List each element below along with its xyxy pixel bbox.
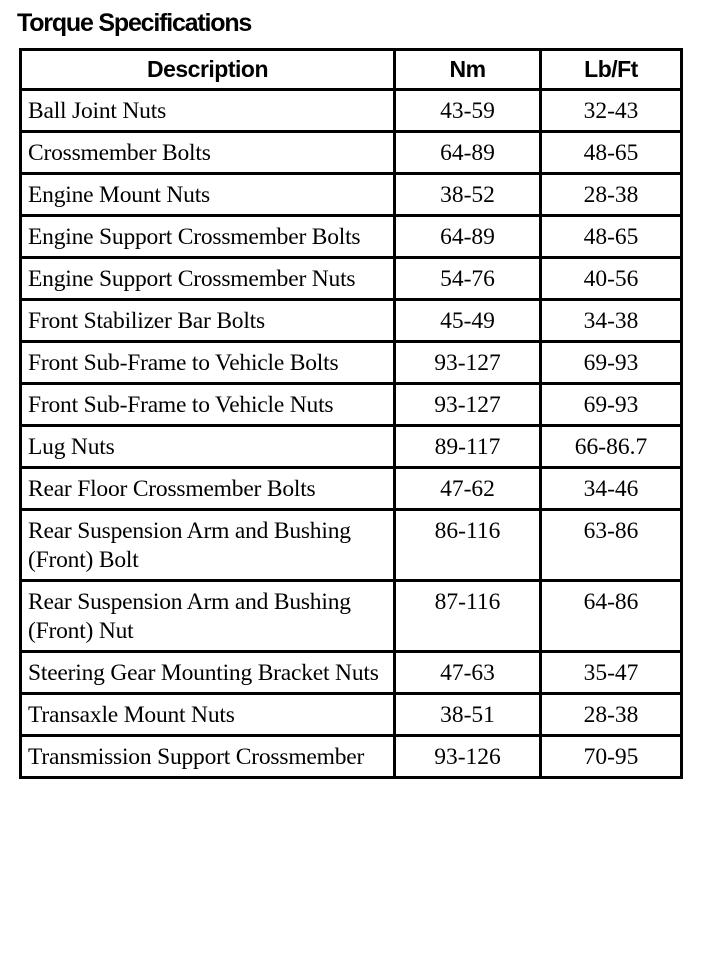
row-nm: 93-127: [395, 342, 541, 384]
header-nm: Nm: [395, 50, 541, 90]
table-row: [21, 342, 682, 384]
row-lbft: 28-38: [541, 174, 682, 216]
table-row: [21, 90, 682, 132]
row-nm: 38-51: [395, 694, 541, 736]
table-row: [21, 510, 682, 581]
row-description: Lug Nuts: [21, 426, 395, 468]
row-nm: 86-116: [395, 510, 541, 581]
table-row: [21, 132, 682, 174]
row-nm: 45-49: [395, 300, 541, 342]
row-lbft: 64-86: [541, 581, 682, 652]
row-lbft: 69-93: [541, 342, 682, 384]
row-nm: 38-52: [395, 174, 541, 216]
table-row: [21, 174, 682, 216]
row-lbft: 66-86.7: [541, 426, 682, 468]
table-row: [21, 300, 682, 342]
row-lbft: 70-95: [541, 736, 682, 778]
row-description: Steering Gear Mounting Bracket Nuts: [21, 652, 395, 694]
table-row: [21, 468, 682, 510]
row-description: Front Stabilizer Bar Bolts: [21, 300, 395, 342]
header-description: Description: [21, 50, 395, 90]
row-description: Engine Support Crossmember Bolts: [21, 216, 395, 258]
row-lbft: 34-46: [541, 468, 682, 510]
table-row: [21, 384, 682, 426]
row-nm: 64-89: [395, 132, 541, 174]
row-lbft: 34-38: [541, 300, 682, 342]
row-lbft: 28-38: [541, 694, 682, 736]
row-lbft: 48-65: [541, 132, 682, 174]
table-row: [21, 216, 682, 258]
table-row: [21, 694, 682, 736]
row-nm: 87-116: [395, 581, 541, 652]
table-header-row: [21, 50, 682, 90]
row-nm: 47-62: [395, 468, 541, 510]
row-description: Transaxle Mount Nuts: [21, 694, 395, 736]
table-row: [21, 426, 682, 468]
row-description: Transmission Support Crossmember: [21, 736, 395, 778]
row-description: Rear Suspension Arm and Bushing (Front) Nut: [21, 581, 395, 652]
table-row: [21, 652, 682, 694]
row-lbft: 69-93: [541, 384, 682, 426]
row-nm: 64-89: [395, 216, 541, 258]
row-lbft: 63-86: [541, 510, 682, 581]
row-nm: 54-76: [395, 258, 541, 300]
row-description: Rear Suspension Arm and Bushing (Front) Bolt: [21, 510, 395, 581]
torque-spec-table: [19, 48, 683, 779]
row-lbft: 48-65: [541, 216, 682, 258]
row-description: Front Sub-Frame to Vehicle Nuts: [21, 384, 395, 426]
row-nm: 47-63: [395, 652, 541, 694]
row-description: Engine Mount Nuts: [21, 174, 395, 216]
header-lbft: Lb/Ft: [541, 50, 682, 90]
row-nm: 43-59: [395, 90, 541, 132]
page-title: Torque Specifications: [17, 9, 252, 37]
row-lbft: 40-56: [541, 258, 682, 300]
row-description: Front Sub-Frame to Vehicle Bolts: [21, 342, 395, 384]
row-nm: 93-127: [395, 384, 541, 426]
row-lbft: 32-43: [541, 90, 682, 132]
row-description: Engine Support Crossmember Nuts: [21, 258, 395, 300]
row-lbft: 35-47: [541, 652, 682, 694]
row-description: Ball Joint Nuts: [21, 90, 395, 132]
row-nm: 89-117: [395, 426, 541, 468]
row-description: Crossmember Bolts: [21, 132, 395, 174]
row-nm: 93-126: [395, 736, 541, 778]
row-description: Rear Floor Crossmember Bolts: [21, 468, 395, 510]
table-row: [21, 581, 682, 652]
table-row: [21, 736, 682, 778]
table-row: [21, 258, 682, 300]
